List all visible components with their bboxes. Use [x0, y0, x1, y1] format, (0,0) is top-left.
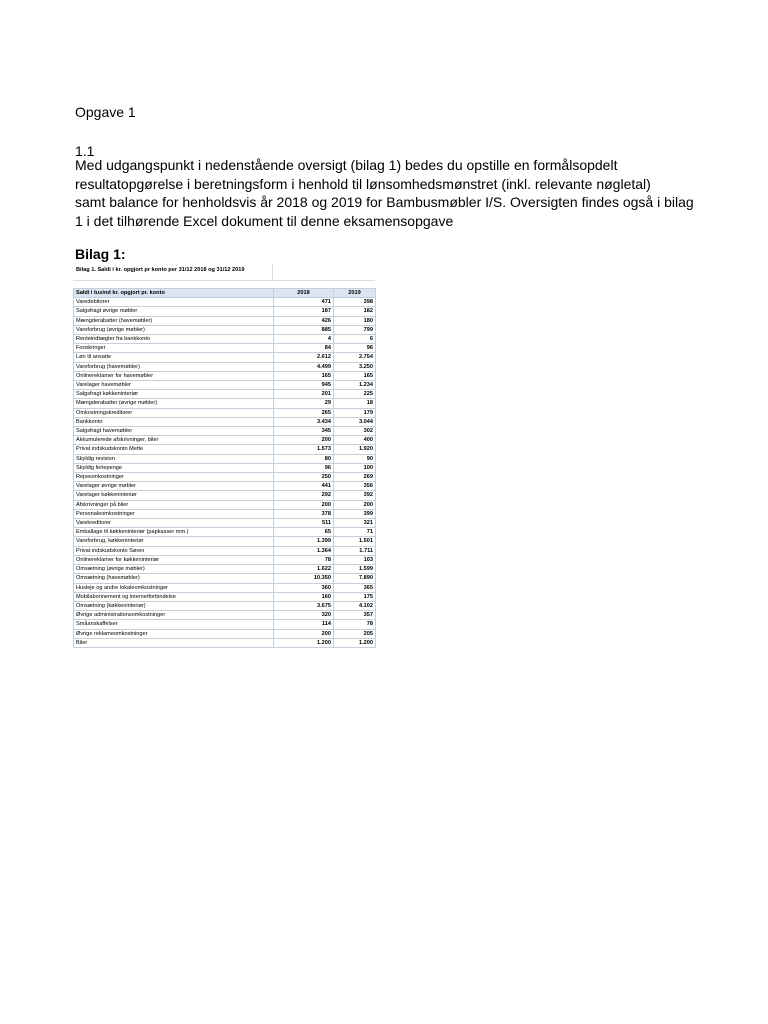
- value-2018-cell: 114: [274, 620, 334, 629]
- table-row: [74, 371, 376, 380]
- value-2019-cell: 4.102: [334, 601, 376, 610]
- table-row: [74, 537, 376, 546]
- table-row: [74, 381, 376, 390]
- value-2018-cell: 201: [274, 390, 334, 399]
- account-name-cell: Rejseomkostninger: [74, 473, 274, 482]
- table-row: [74, 473, 376, 482]
- account-name-cell: Varelager køkkeninteriør: [74, 491, 274, 500]
- value-2018-cell: 1.364: [274, 546, 334, 555]
- task-line: 1 i det tilhørende Excel dokument til denne eksamensopgave: [75, 212, 454, 229]
- value-2019-cell: 179: [334, 408, 376, 417]
- account-name-cell: Varelager øvrige møbler: [74, 482, 274, 491]
- sheet-title: Bilag 1. Saldi i kr. opgjort pr konto per 31/12 2018 og 31/12 2019: [76, 267, 245, 273]
- table-row: [74, 601, 376, 610]
- appendix-heading: Bilag 1:: [75, 246, 126, 262]
- balances-table: [73, 288, 376, 648]
- account-name-cell: Salgsfragt øvrige møbler: [74, 307, 274, 316]
- value-2019-cell: 103: [334, 555, 376, 564]
- table-row: [74, 344, 376, 353]
- value-2018-cell: 1.622: [274, 565, 334, 574]
- value-2019-cell: 269: [334, 473, 376, 482]
- value-2018-cell: 78: [274, 555, 334, 564]
- task-line: samt balance for henholdsvis år 2018 og 2019 for Bambusmøbler I/S. Oversigten findes også i bilag: [75, 194, 694, 210]
- account-name-cell: Onlinereklamer for køkkeninteriør: [74, 555, 274, 564]
- value-2018-cell: 1.200: [274, 638, 334, 647]
- section-number: 1.1: [75, 143, 95, 159]
- account-name-cell: Varekreditorer: [74, 519, 274, 528]
- value-2018-cell: 378: [274, 509, 334, 518]
- table-row: [74, 445, 376, 454]
- value-2019-cell: 1.234: [334, 381, 376, 390]
- account-name-cell: Privat indskudskonto Mette: [74, 445, 274, 454]
- value-2019-cell: 180: [334, 316, 376, 325]
- table-row: [74, 316, 376, 325]
- account-name-cell: Husleje og andre lokaleomkostninger: [74, 583, 274, 592]
- value-2018-cell: 200: [274, 436, 334, 445]
- table-row: [74, 482, 376, 491]
- value-2019-cell: 1.599: [334, 565, 376, 574]
- table-row: [74, 408, 376, 417]
- value-2019-cell: 357: [334, 611, 376, 620]
- value-2019-cell: 78: [334, 620, 376, 629]
- account-name-cell: Varedebitorer: [74, 298, 274, 307]
- value-2018-cell: 4.499: [274, 362, 334, 371]
- value-2018-cell: 65: [274, 528, 334, 537]
- sheet-title-row: [73, 264, 375, 281]
- value-2019-cell: 3.250: [334, 362, 376, 371]
- table-row: [74, 427, 376, 436]
- account-name-cell: Salgsfragt køkkeninteriør: [74, 390, 274, 399]
- value-2018-cell: 165: [274, 371, 334, 380]
- value-2018-cell: 471: [274, 298, 334, 307]
- value-2019-cell: 225: [334, 390, 376, 399]
- value-2018-cell: 1.573: [274, 445, 334, 454]
- account-name-cell: Omsætning (havemøbler): [74, 574, 274, 583]
- column-header-2018: 2018: [274, 289, 334, 298]
- table-row: [74, 362, 376, 371]
- table-row: [74, 583, 376, 592]
- value-2019-cell: 2.754: [334, 353, 376, 362]
- value-2019-cell: 399: [334, 509, 376, 518]
- value-2019-cell: 6: [334, 335, 376, 344]
- value-2018-cell: 441: [274, 482, 334, 491]
- account-name-cell: Mobilabonnement og internetforbindelse: [74, 592, 274, 601]
- cell-divider: [272, 264, 273, 280]
- value-2018-cell: 250: [274, 473, 334, 482]
- account-name-cell: Mængderabatter (havemøbler): [74, 316, 274, 325]
- account-name-cell: Øvrige reklameomkostninger: [74, 629, 274, 638]
- value-2019-cell: 100: [334, 463, 376, 472]
- value-2018-cell: 511: [274, 519, 334, 528]
- value-2018-cell: 1.399: [274, 537, 334, 546]
- account-name-cell: Vareforbrug, køkkeninteriør: [74, 537, 274, 546]
- account-name-cell: Bankkonto: [74, 417, 274, 426]
- account-name-cell: Renteindtægter fra bankkonto: [74, 335, 274, 344]
- task-line: resultatopgørelse i beretningsform i henhold til lønsomhedsmønstret (inkl. relevante nøgletal): [75, 175, 651, 192]
- table-row: [74, 528, 376, 537]
- value-2018-cell: 4: [274, 335, 334, 344]
- value-2019-cell: 18: [334, 399, 376, 408]
- value-2019-cell: 392: [334, 491, 376, 500]
- value-2019-cell: 90: [334, 454, 376, 463]
- table-row: [74, 620, 376, 629]
- value-2018-cell: 2.612: [274, 353, 334, 362]
- account-name-cell: Vareforbrug (øvrige møbler): [74, 325, 274, 334]
- value-2019-cell: 200: [334, 500, 376, 509]
- value-2018-cell: 200: [274, 629, 334, 638]
- table-row: [74, 298, 376, 307]
- column-header-account: Saldi i tusind kr. opgjort pr. konto: [74, 289, 274, 298]
- value-2019-cell: 1.920: [334, 445, 376, 454]
- value-2018-cell: 96: [274, 463, 334, 472]
- table-row: [74, 436, 376, 445]
- value-2018-cell: 3.434: [274, 417, 334, 426]
- account-name-cell: Skyldig revision: [74, 454, 274, 463]
- value-2018-cell: 10.350: [274, 574, 334, 583]
- value-2018-cell: 426: [274, 316, 334, 325]
- table-row: [74, 491, 376, 500]
- value-2019-cell: 365: [334, 583, 376, 592]
- spreadsheet-image: [73, 264, 375, 660]
- value-2018-cell: 945: [274, 381, 334, 390]
- task-line: Med udgangspunkt i nedenstående oversigt (bilag 1) bedes du opstille en formålsopdelt: [75, 157, 618, 173]
- value-2018-cell: 200: [274, 500, 334, 509]
- value-2018-cell: 292: [274, 491, 334, 500]
- table-row: [74, 555, 376, 564]
- table-row: [74, 390, 376, 399]
- table-row: [74, 509, 376, 518]
- table-row: [74, 629, 376, 638]
- table-row: [74, 519, 376, 528]
- account-name-cell: Mængderabatter (øvrige møbler): [74, 399, 274, 408]
- value-2018-cell: 187: [274, 307, 334, 316]
- account-name-cell: Skyldig feriepenge: [74, 463, 274, 472]
- value-2019-cell: 71: [334, 528, 376, 537]
- account-name-cell: Varelager havemøbler: [74, 381, 274, 390]
- value-2019-cell: 1.200: [334, 638, 376, 647]
- account-name-cell: Privat indskudskonto Søren: [74, 546, 274, 555]
- table-row: [74, 335, 376, 344]
- value-2018-cell: 345: [274, 427, 334, 436]
- value-2019-cell: 1.501: [334, 537, 376, 546]
- account-name-cell: Omkostningskreditorer: [74, 408, 274, 417]
- value-2018-cell: 84: [274, 344, 334, 353]
- account-name-cell: Løn til ansatte: [74, 353, 274, 362]
- account-name-cell: Emballage til køkkeninteriør (papkasser mm.): [74, 528, 274, 537]
- table-row: [74, 454, 376, 463]
- account-name-cell: Øvrige administrationsomkostninger: [74, 611, 274, 620]
- value-2018-cell: 3.675: [274, 601, 334, 610]
- account-name-cell: Biler: [74, 638, 274, 647]
- table-row: [74, 565, 376, 574]
- value-2019-cell: 321: [334, 519, 376, 528]
- task-description: [75, 156, 715, 230]
- value-2019-cell: 182: [334, 307, 376, 316]
- value-2019-cell: 175: [334, 592, 376, 601]
- value-2018-cell: 320: [274, 611, 334, 620]
- account-name-cell: Salgsfragt havemøbler: [74, 427, 274, 436]
- value-2018-cell: 360: [274, 583, 334, 592]
- account-name-cell: Onlinereklamer for havemøbler: [74, 371, 274, 380]
- table-row: [74, 611, 376, 620]
- table-header-row: [74, 289, 376, 298]
- table-row: [74, 574, 376, 583]
- value-2018-cell: 80: [274, 454, 334, 463]
- table-row: [74, 500, 376, 509]
- account-name-cell: Akkumulerede afskrivninger, biler: [74, 436, 274, 445]
- account-name-cell: Forsikringer: [74, 344, 274, 353]
- value-2018-cell: 29: [274, 399, 334, 408]
- value-2019-cell: 356: [334, 482, 376, 491]
- value-2018-cell: 265: [274, 408, 334, 417]
- table-row: [74, 353, 376, 362]
- account-name-cell: Omsætning (øvrige møbler): [74, 565, 274, 574]
- value-2019-cell: 1.711: [334, 546, 376, 555]
- table-row: [74, 417, 376, 426]
- table-row: [74, 399, 376, 408]
- value-2019-cell: 3.044: [334, 417, 376, 426]
- account-name-cell: Personaleomkostninger: [74, 509, 274, 518]
- value-2019-cell: 165: [334, 371, 376, 380]
- value-2019-cell: 799: [334, 325, 376, 334]
- value-2018-cell: 885: [274, 325, 334, 334]
- value-2019-cell: 7.890: [334, 574, 376, 583]
- value-2019-cell: 400: [334, 436, 376, 445]
- value-2019-cell: 302: [334, 427, 376, 436]
- account-name-cell: Omsætning (køkkeninteriør): [74, 601, 274, 610]
- table-row: [74, 638, 376, 647]
- table-row: [74, 463, 376, 472]
- account-name-cell: Afskrivninger på biler: [74, 500, 274, 509]
- table-row: [74, 307, 376, 316]
- account-name-cell: Småanskaffelser: [74, 620, 274, 629]
- column-header-2019: 2019: [334, 289, 376, 298]
- table-row: [74, 546, 376, 555]
- table-row: [74, 325, 376, 334]
- value-2019-cell: 398: [334, 298, 376, 307]
- task-heading: Opgave 1: [75, 104, 136, 120]
- value-2018-cell: 160: [274, 592, 334, 601]
- value-2019-cell: 205: [334, 629, 376, 638]
- account-name-cell: Vareforbrug (havemøbler): [74, 362, 274, 371]
- value-2019-cell: 96: [334, 344, 376, 353]
- table-row: [74, 592, 376, 601]
